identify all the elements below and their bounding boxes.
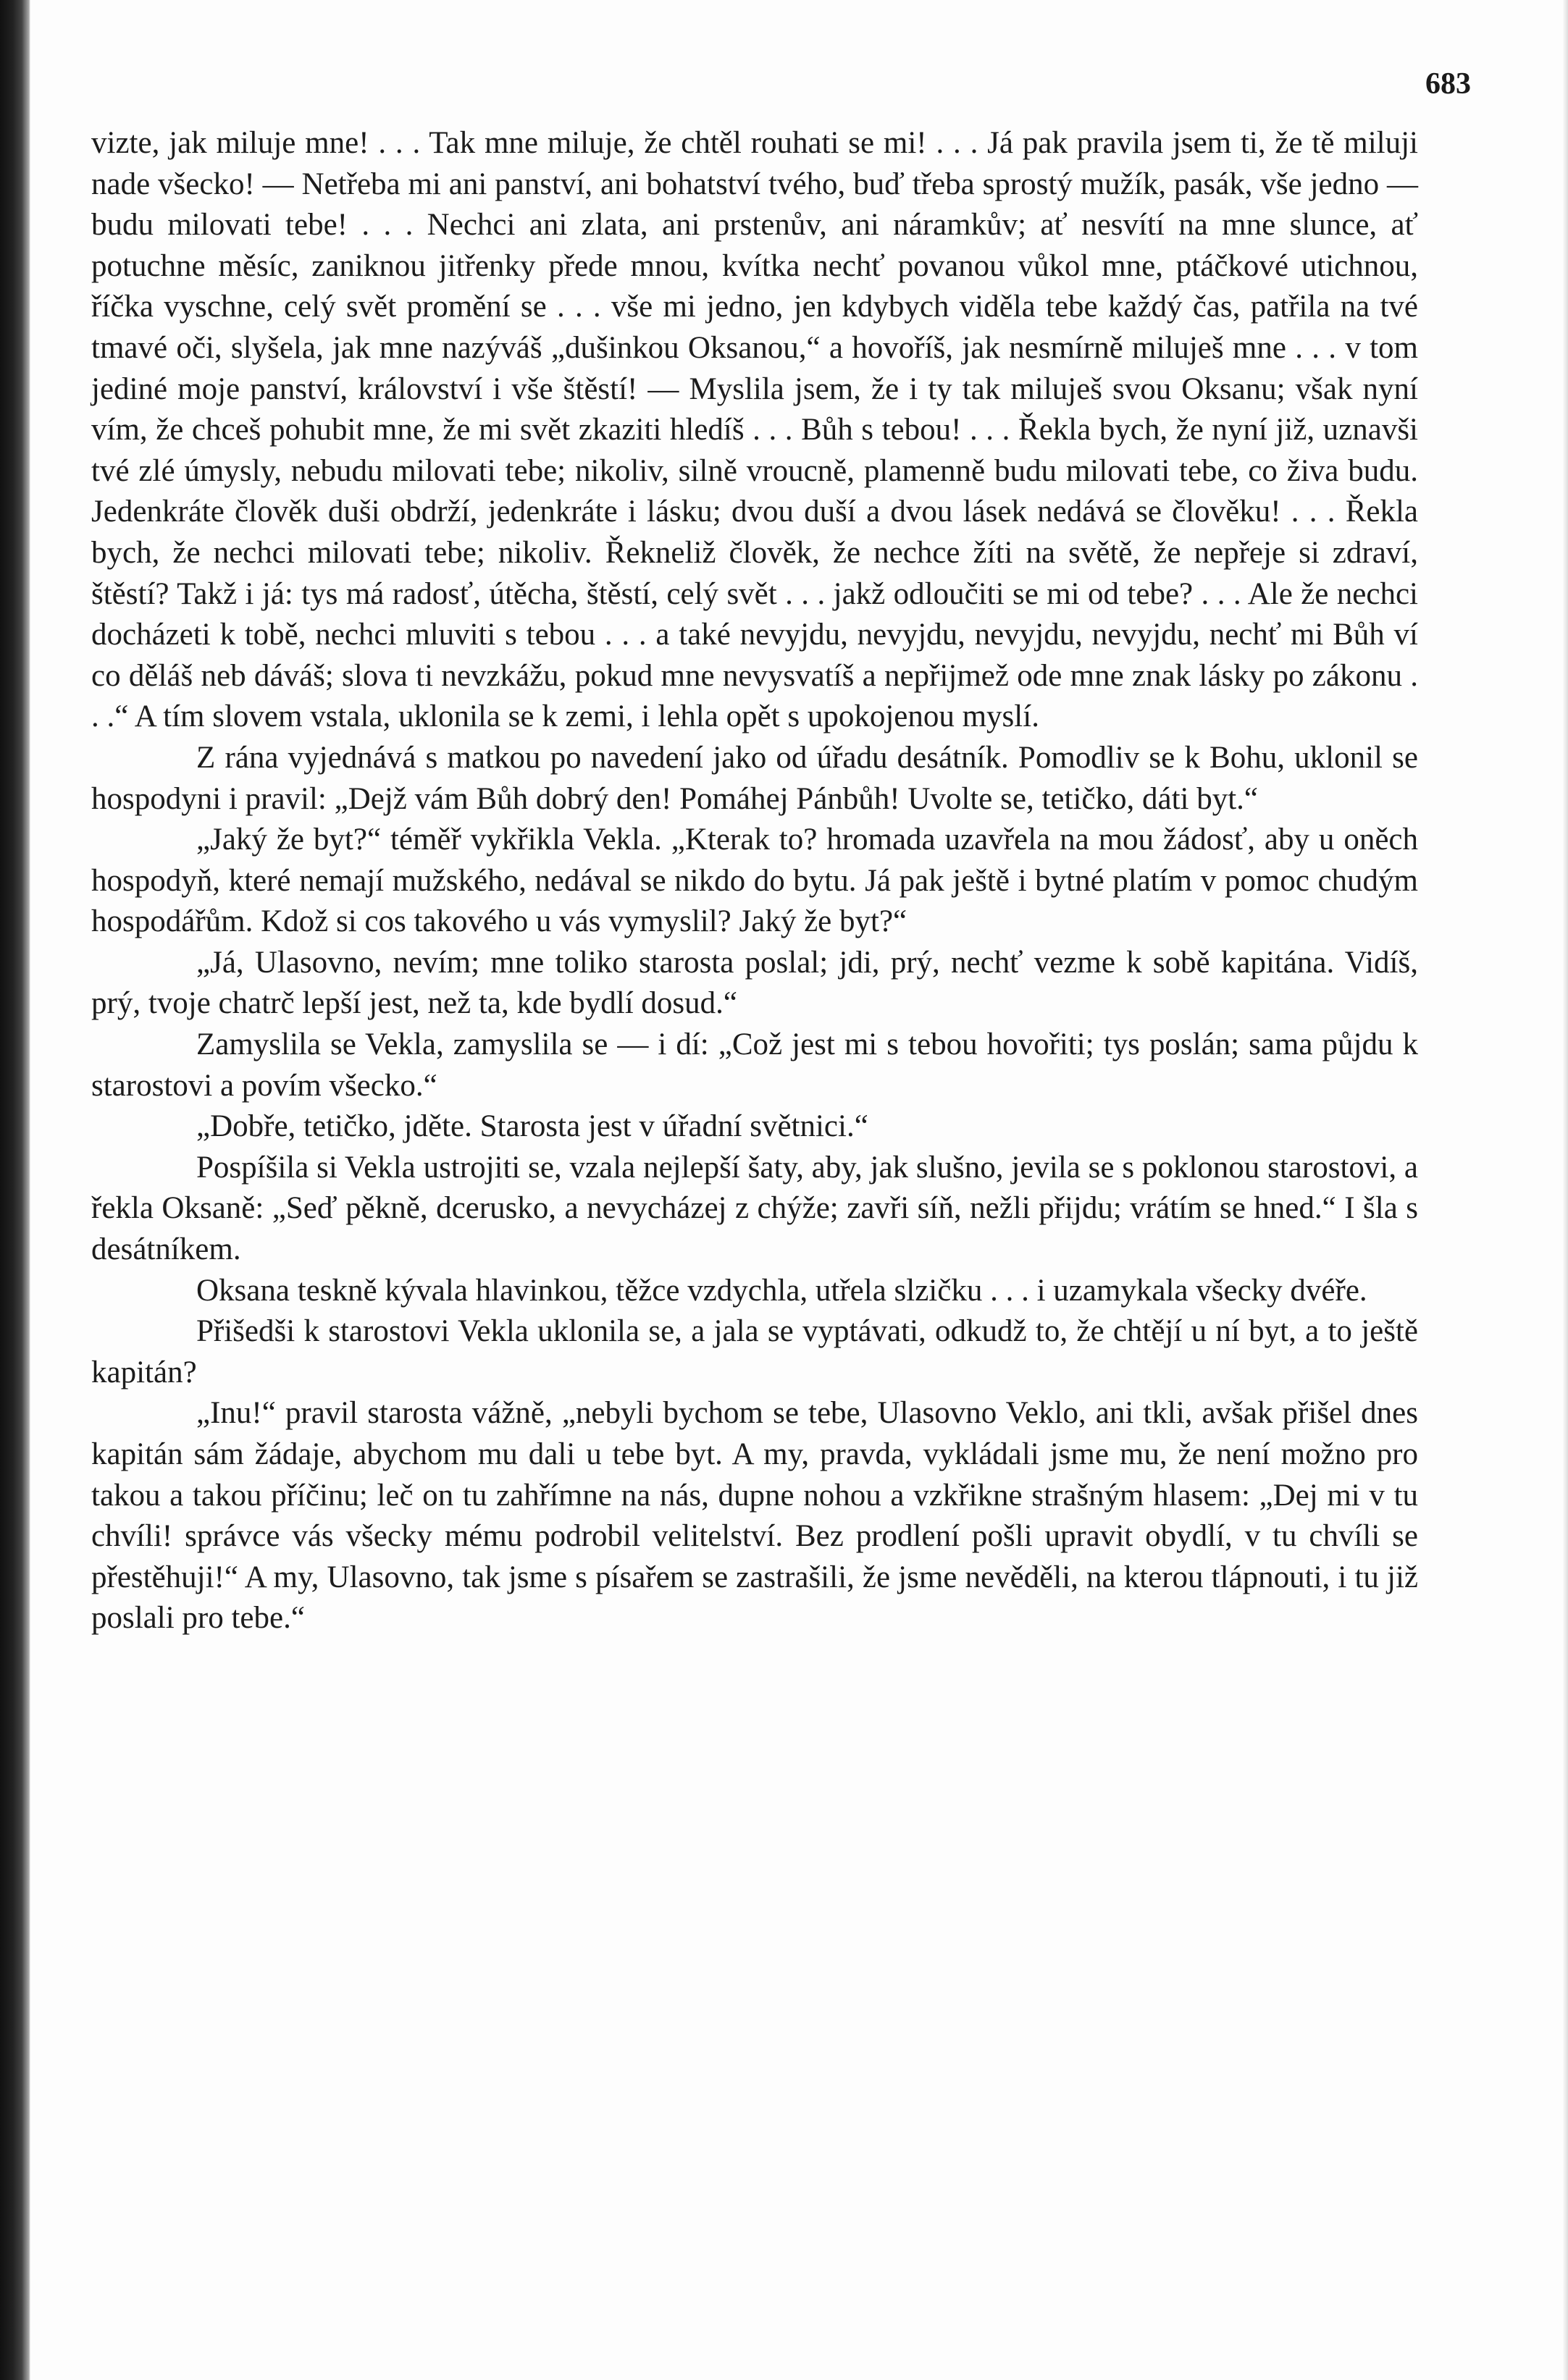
paragraph-6: „Dobře, tetičko, jděte. Starosta jest v úřadní světnici.“ xyxy=(196,1109,868,1144)
paragraph-5: Zamyslila se Vekla, zamyslila se — i dí: „Což jest mi s tebou hovořiti; tys poslán; sama půjdu k starostovi a povím všecko.“ xyxy=(91,1027,1418,1103)
paragraph-3: „Jaký že byt?“ téměř vykřikla Vekla. „Kterak to? hromada uzavřela na mou žádosť, aby u oněch hospodyň, které nemají mužského, nedával se nikdo do bytu. Já pak ještě i bytné platím v pomoc chudým hospodářům. Kdož si cos takového u vás vymyslil? Jaký že byt?“ xyxy=(91,823,1418,939)
paragraph-9: Přišedši k starostovi Vekla uklonila se, a jala se vyptávati, odkudž to, že chtějí u ní byt, a to ještě kapitán? xyxy=(91,1314,1418,1389)
paragraph-10: „Inu!“ pravil starosta vážně, „nebyli bychom se tebe, Ulasovno Veklo, ani tkli, avšak přišel dnes kapitán sám žádaje, abychom mu dali u tebe byt. A my, pravda, vykládali jsme mu, že není možno pro takou a takou příčinu; leč on tu zahřímne na nás, dupne nohou a vzkřikne strašným hlasem: „Dej mi v tu chvíli! správce vás všecky mému podrobil velitelství. Bez prodlení pošli upravit obydlí, v tu chvíli se přestěhuji!“ A my, Ulasovno, tak jsme s písařem se zastrašili, že jsme nevěděli, na kterou tlápnouti, i tu již poslali pro tebe.“ xyxy=(91,1396,1418,1636)
page-number: 683 xyxy=(1425,67,1471,101)
body-text xyxy=(91,123,1418,1639)
paragraph-2: Z rána vyjednává s matkou po navedení jako od úřadu desátník. Pomodliv se k Bohu, uklonil se hospodyni i pravil: „Dejž vám Bůh dobrý den! Pomáhej Pánbůh! Uvolte se, tetičko, dáti byt.“ xyxy=(91,740,1418,816)
paragraph-7: Pospíšila si Vekla ustrojiti se, vzala nejlepší šaty, aby, jak slušno, jevila se s poklonou starostovi, a řekla Oksaně: „Seď pěkně, dcerusko, a nevycházej z chýže; zavři síň, nežli přijdu; vrátím se hned.“ I šla s desátníkem. xyxy=(91,1150,1418,1267)
paragraph-8: Oksana teskně kývala hlavinkou, těžce vzdychla, utřela slzičku . . . i uzamykala všecky dvéře. xyxy=(196,1273,1367,1308)
scan-binding-shadow xyxy=(0,0,30,2380)
paragraph-1: vizte, jak miluje mne! . . . Tak mne miluje, že chtěl rouhati se mi! . . . Já pak pravila jsem ti, že tě miluji nade všecko! — Netřeba mi ani panství, ani bohatství tvého, buď třeba sprostý mužík, pasák, vše jedno — budu milovati tebe! . . . Nechci ani zlata, ani prstenův, ani náramkův; ať nesvítí na mne slunce, ať potuchne měsíc, zaniknou jitřenky přede mnou, kvítka nechť povanou vůkol mne, ptáčkové utichnou, říčka vyschne, celý svět promění se . . . vše mi jedno, jen kdybych viděla tebe každý čas, patřila na tvé tmavé oči, slyšela, jak mne nazýváš „dušinkou Oksanou,“ a hovoříš, jak nesmírně miluješ mne . . . v tom jediné moje panství, království i vše štěstí! — Myslila jsem, že i ty tak miluješ svou Oksanu; však nyní vím, že chceš pohubit mne, že mi svět zkaziti hledíš . . . Bůh s tebou! . . . Řekla bych, že nyní již, uznavši tvé zlé úmysly, nebudu milovati tebe; nikoliv, silně vroucně, plamenně budu milovati tebe, co živa budu. Jedenkráte člověk duši obdrží, jedenkráte i lásku; dvou duší a dvou lásek nedává se člověku! . . . Řekla bych, že nechci milovati tebe; nikoliv. Řekneliž člověk, že nechce žíti na světě, že nepřeje si zdraví, štěstí? Takž i já: tys má radosť, útěcha, štěstí, celý svět . . . jakž odloučiti se mi od tebe? . . . Ale že nechci docházeti k tobě, nechci mluviti s tebou . . . a také nevyjdu, nevyjdu, nevyjdu, nevyjdu, nechť mi Bůh ví co děláš neb dáváš; slova ti nevzkážu, pokud mne nevysvatíš a nepřijmež ode mne znak lásky po zákonu . . .“ A tím slovem vstala, uklonila se k zemi, i lehla opět s upokojenou myslí. xyxy=(91,126,1418,734)
scan-right-edge xyxy=(1562,0,1568,2380)
paragraph-4: „Já, Ulasovno, nevím; mne toliko starosta poslal; jdi, prý, nechť vezme k sobě kapitána. Vidíš, prý, tvoje chatrč lepší jest, než ta, kde bydlí dosud.“ xyxy=(91,945,1418,1021)
